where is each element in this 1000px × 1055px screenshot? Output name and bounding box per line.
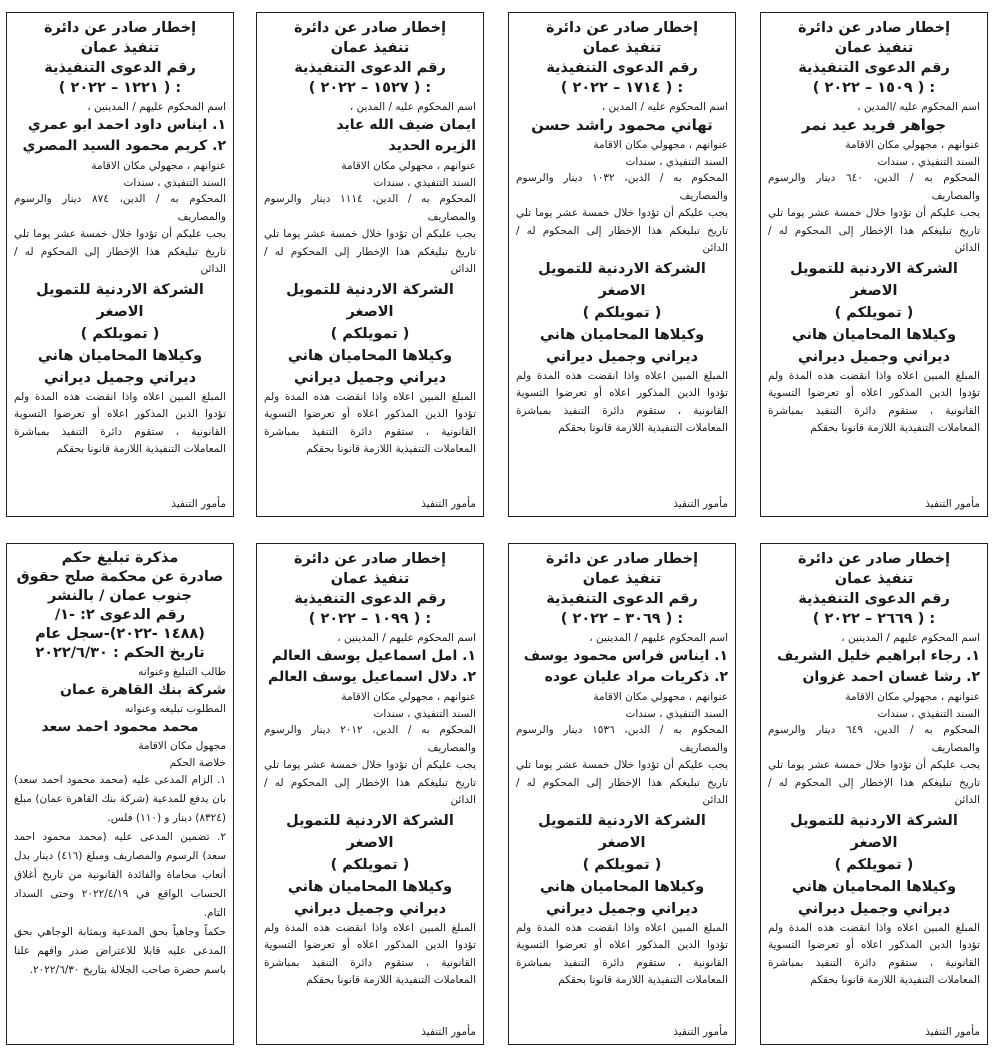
execution-officer: مأمور التنفيذ bbox=[421, 1026, 476, 1038]
creditor-lawyers: وكيلاها المحاميان هاني ديراني وجميل ديراني bbox=[791, 326, 957, 365]
notice-case-number: : ( ١٢٢١ – ٢٠٢٢ ) bbox=[58, 80, 182, 96]
memo-requester-label: طالب التبليغ وعنوانه bbox=[138, 666, 226, 678]
notice-case-number: : ( ١٠٩٩ – ٢٠٢٢ ) bbox=[308, 611, 432, 627]
debtor-name: ٢. كريم محمود السيد المصري bbox=[22, 138, 226, 154]
debtor-name: ٢. دلال اسماعيل يوسف العالم bbox=[267, 669, 476, 685]
execution-officer: مأمور التنفيذ bbox=[421, 498, 476, 510]
executive-deed: السند التنفيذي ، سندات bbox=[373, 708, 476, 720]
creditor-company: الشركة الاردنية للتمويل الاصغر bbox=[790, 260, 958, 299]
creditor-company: الشركة الاردنية للتمويل الاصغر bbox=[538, 260, 706, 299]
creditor-short-name: ( تمويلكم ) bbox=[582, 304, 662, 321]
executive-deed: السند التنفيذي ، سندات bbox=[877, 156, 980, 168]
memo-unknown: مجهول مكان الاقامة bbox=[138, 740, 226, 752]
notice-case-label: رقم الدعوى التنفيذية bbox=[546, 591, 698, 607]
payment-notice: يجب عليكم أن تؤدوا خلال خمسة عشر يوما تلي تاريخ تبليغكم هذا الإخطار إلى المحكوم له / الدائن bbox=[14, 228, 226, 275]
creditor-company: الشركة الاردنية للتمويل الاصغر bbox=[286, 281, 454, 320]
notice-title: إخطار صادر عن دائرة bbox=[293, 551, 447, 567]
creditor-lawyers: وكيلاها المحاميان هاني ديراني وجميل ديراني bbox=[791, 878, 957, 917]
notice-department: تنفيذ عمان bbox=[330, 571, 410, 587]
debtor-address: عنوانهم ، مجهولي مكان الاقامة bbox=[341, 160, 476, 172]
notice-1221 bbox=[6, 12, 234, 517]
debtor-address: عنوانهم ، مجهولي مكان الاقامة bbox=[845, 139, 980, 151]
notice-department: تنفيذ عمان bbox=[834, 40, 914, 56]
executive-deed: السند التنفيذي ، سندات bbox=[123, 177, 226, 189]
judgment-memo bbox=[6, 543, 234, 1045]
debtor-label: اسم المحكوم عليهم / المدينين ، bbox=[589, 632, 728, 644]
notice-case-label: رقم الدعوى التنفيذية bbox=[294, 591, 446, 607]
debtor-address: عنوانهم ، مجهولي مكان الاقامة bbox=[593, 691, 728, 703]
notice-department: تنفيذ عمان bbox=[834, 571, 914, 587]
debtor-name: جواهر فريد عيد نمر bbox=[801, 116, 947, 134]
executive-deed: السند التنفيذي ، سندات bbox=[625, 156, 728, 168]
judgment-amount: المحكوم به / الدين، ١٠٣٢ دينار والرسوم والمصاريف bbox=[516, 172, 729, 202]
closing-text: المبلغ المبين اعلاه واذا انقضت هذه المدة ولم تؤدوا الدين المذكور اعلاه أو تعرضوا التسوية القانونية ، ستقوم دائرة التنفيذ بمباشرة المعاملات التنفيذية اللازمة قانونا بحقكم bbox=[516, 369, 728, 434]
payment-notice: يجب عليكم أن تؤدوا خلال خمسة عشر يوما تلي تاريخ تبليغكم هذا الإخطار إلى المحكوم له / الدائن bbox=[516, 759, 728, 806]
notice-title: إخطار صادر عن دائرة bbox=[545, 551, 699, 567]
executive-deed: السند التنفيذي ، سندات bbox=[625, 708, 728, 720]
payment-notice: يجب عليكم أن تؤدوا خلال خمسة عشر يوما تلي تاريخ تبليغكم هذا الإخطار إلى المحكوم له / الدائن bbox=[264, 759, 476, 806]
notice-department: تنفيذ عمان bbox=[582, 571, 662, 587]
notice-3069 bbox=[508, 543, 736, 1045]
debtor-name: ١. ايناس فراس محمود يوسف bbox=[523, 648, 728, 664]
notice-case-label: رقم الدعوى التنفيذية bbox=[294, 60, 446, 76]
memo-target-label: المطلوب تبليغه وعنوانه bbox=[124, 703, 226, 715]
creditor-lawyers: وكيلاها المحاميان هاني ديراني وجميل ديراني bbox=[37, 347, 203, 386]
debtor-address: عنوانهم ، مجهولي مكان الاقامة bbox=[341, 691, 476, 703]
memo-requester: شركة بنك القاهرة عمان bbox=[60, 682, 226, 698]
notice-department: تنفيذ عمان bbox=[80, 40, 160, 56]
notice-1509 bbox=[760, 12, 988, 517]
closing-text: المبلغ المبين اعلاه واذا انقضت هذه المدة ولم تؤدوا الدين المذكور اعلاه أو تعرضوا التسوية القانونية ، ستقوم دائرة التنفيذ بمباشرة المعاملات التنفيذية اللازمة قانونا بحقكم bbox=[264, 390, 476, 455]
debtor-name: ١. ايناس داود احمد ابو عمري bbox=[27, 117, 226, 133]
creditor-lawyers: وكيلاها المحاميان هاني ديراني وجميل ديراني bbox=[539, 878, 705, 917]
execution-officer: مأمور التنفيذ bbox=[925, 498, 980, 510]
creditor-short-name: ( تمويلكم ) bbox=[330, 325, 410, 342]
memo-location: جنوب عمان / بالنشر bbox=[48, 588, 192, 604]
debtor-name: ٢. ذكريات مراد عليان عوده bbox=[544, 669, 728, 685]
judgment-amount: المحكوم به / الدين، ١٥٣٦ دينار والرسوم والمصاريف bbox=[516, 724, 729, 754]
notice-case-label: رقم الدعوى التنفيذية bbox=[798, 591, 950, 607]
memo-court: صادرة عن محكمة صلح حقوق bbox=[16, 569, 224, 585]
notice-case-label: رقم الدعوى التنفيذية bbox=[44, 60, 196, 76]
notice-case-number: : ( ١٥٢٧ – ٢٠٢٢ ) bbox=[308, 80, 432, 96]
memo-title: مذكرة تبليغ حكم bbox=[61, 550, 179, 566]
notice-case-label: رقم الدعوى التنفيذية bbox=[798, 60, 950, 76]
notice-case-number: : ( ١٥٠٩ – ٢٠٢٢ ) bbox=[812, 80, 936, 96]
closing-text: المبلغ المبين اعلاه واذا انقضت هذه المدة ولم تؤدوا الدين المذكور اعلاه أو تعرضوا التسوية القانونية ، ستقوم دائرة التنفيذ بمباشرة المعاملات التنفيذية اللازمة قانونا بحقكم bbox=[264, 921, 476, 986]
creditor-company: الشركة الاردنية للتمويل الاصغر bbox=[790, 812, 958, 851]
debtor-address: عنوانهم ، مجهولي مكان الاقامة bbox=[845, 691, 980, 703]
creditor-short-name: ( تمويلكم ) bbox=[582, 856, 662, 873]
debtor-label: اسم المحكوم عليه / المدين ، bbox=[601, 101, 728, 113]
notice-2669 bbox=[760, 543, 988, 1045]
debtor-label: اسم المحكوم عليه / المدين ، bbox=[349, 101, 476, 113]
payment-notice: يجب عليكم أن تؤدوا خلال خمسة عشر يوما تلي تاريخ تبليغكم هذا الإخطار إلى المحكوم له / الدائن bbox=[264, 228, 476, 275]
memo-paragraph-1: ١. الزام المدعى عليه (محمد محمود احمد سعد) بان يدفع للمدعية (شركة بنك القاهرة عمان) مبلغ (٨٣٢٤) دينار و (١١٠) فلس. bbox=[14, 774, 226, 824]
memo-judgment-date: تاريخ الحكم : ٢٠٢٢/٦/٣٠ bbox=[35, 645, 205, 661]
debtor-address: عنوانهم ، مجهولي مكان الاقامة bbox=[91, 160, 226, 172]
notice-case-number: : ( ١٧١٤ – ٢٠٢٢ ) bbox=[560, 80, 684, 96]
judgment-amount: المحكوم به / الدين، ٢٠١٢ دينار والرسوم والمصاريف bbox=[264, 724, 477, 754]
debtor-name: ٢. رشا غسان احمد غزوان bbox=[802, 669, 980, 685]
execution-officer: مأمور التنفيذ bbox=[673, 498, 728, 510]
execution-officer: مأمور التنفيذ bbox=[673, 1026, 728, 1038]
memo-paragraph-3: حكماً وجاهياً بحق المدعية وبمثابة الوجاهي بحق المدعى عليه قابلا للاعتراض صدر وافهم علنا باسم حضرة صاحب الجلالة بتاريخ ٢٠٢٢/٦/٣٠. bbox=[14, 926, 226, 976]
creditor-lawyers: وكيلاها المحاميان هاني ديراني وجميل ديراني bbox=[287, 878, 453, 917]
debtor-address: عنوانهم ، مجهولي مكان الاقامة bbox=[593, 139, 728, 151]
notice-title: إخطار صادر عن دائرة bbox=[545, 20, 699, 36]
judgment-amount: المحكوم به / الدين، ٦٤٩ دينار والرسوم والمصاريف bbox=[768, 724, 980, 754]
notice-title: إخطار صادر عن دائرة bbox=[43, 20, 197, 36]
notice-1714 bbox=[508, 12, 736, 517]
creditor-company: الشركة الاردنية للتمويل الاصغر bbox=[538, 812, 706, 851]
debtor-label: اسم المحكوم عليهم / المدينين ، bbox=[337, 632, 476, 644]
executive-deed: السند التنفيذي ، سندات bbox=[877, 708, 980, 720]
debtor-label: اسم المحكوم عليهم / المدينين ، bbox=[87, 101, 226, 113]
creditor-company: الشركة الاردنية للتمويل الاصغر bbox=[36, 281, 204, 320]
debtor-name: ١. رجاء ابراهيم خليل الشريف bbox=[777, 648, 980, 664]
memo-target: محمد محمود احمد سعد bbox=[41, 719, 199, 735]
judgment-amount: المحكوم به / الدين، ٨٧٤ دينار والرسوم والمصاريف bbox=[14, 193, 226, 223]
notice-title: إخطار صادر عن دائرة bbox=[293, 20, 447, 36]
judgment-amount: المحكوم به / الدين، ٦٤٠ دينار والرسوم والمصاريف bbox=[768, 172, 980, 202]
memo-case-record: (١٤٨٨ -٢٠٢٢)-سجل عام bbox=[35, 626, 205, 642]
debtor-name: الزيره الحديد bbox=[388, 138, 476, 154]
debtor-label: اسم المحكوم عليه /المدين ، bbox=[857, 101, 980, 113]
closing-text: المبلغ المبين اعلاه واذا انقضت هذه المدة ولم تؤدوا الدين المذكور اعلاه أو تعرضوا التسوية القانونية ، ستقوم دائرة التنفيذ بمباشرة المعاملات التنفيذية اللازمة قانونا بحقكم bbox=[768, 369, 980, 434]
notice-title: إخطار صادر عن دائرة bbox=[797, 20, 951, 36]
execution-officer: مأمور التنفيذ bbox=[925, 1026, 980, 1038]
notice-1527 bbox=[256, 12, 484, 517]
debtor-name: تهاني محمود راشد حسن bbox=[531, 116, 713, 134]
creditor-short-name: ( تمويلكم ) bbox=[330, 856, 410, 873]
judgment-amount: المحكوم به / الدين، ١١١٤ دينار والرسوم والمصاريف bbox=[264, 193, 477, 223]
notice-case-number: : ( ٣٠٦٩ – ٢٠٢٢ ) bbox=[560, 611, 684, 627]
debtor-label: اسم المحكوم عليهم / المدينين ، bbox=[841, 632, 980, 644]
executive-deed: السند التنفيذي ، سندات bbox=[373, 177, 476, 189]
debtor-name: ١. امل اسماعيل يوسف العالم bbox=[271, 648, 476, 664]
notice-case-label: رقم الدعوى التنفيذية bbox=[546, 60, 698, 76]
closing-text: المبلغ المبين اعلاه واذا انقضت هذه المدة ولم تؤدوا الدين المذكور اعلاه أو تعرضوا التسوية القانونية ، ستقوم دائرة التنفيذ بمباشرة المعاملات التنفيذية اللازمة قانونا بحقكم bbox=[768, 921, 980, 986]
notice-title: إخطار صادر عن دائرة bbox=[797, 551, 951, 567]
notice-1099 bbox=[256, 543, 484, 1045]
memo-summary-label: خلاصة الحكم bbox=[169, 757, 226, 769]
creditor-company: الشركة الاردنية للتمويل الاصغر bbox=[286, 812, 454, 851]
execution-officer: مأمور التنفيذ bbox=[171, 498, 226, 510]
notice-case-number: : ( ٢٦٦٩ – ٢٠٢٢ ) bbox=[812, 611, 936, 627]
closing-text: المبلغ المبين اعلاه واذا انقضت هذه المدة ولم تؤدوا الدين المذكور اعلاه أو تعرضوا التسوية القانونية ، ستقوم دائرة التنفيذ بمباشرة المعاملات التنفيذية اللازمة قانونا بحقكم bbox=[14, 390, 226, 455]
debtor-name: ايمان ضيف الله عايد bbox=[336, 117, 476, 133]
creditor-lawyers: وكيلاها المحاميان هاني ديراني وجميل ديراني bbox=[287, 347, 453, 386]
creditor-short-name: ( تمويلكم ) bbox=[80, 325, 160, 342]
memo-paragraph-2: ٢. تضمين المدعى عليه (محمد محمود احمد سعد) الرسوم والمصاريف ومبلغ (٤١٦) دينار بدل أتعاب محاماة والفائدة القانونية من تاريخ أغلاق الحساب الواقع في ٢٠٢٢/٤/١٩ وحتى السداد التام. bbox=[14, 831, 227, 919]
notice-department: تنفيذ عمان bbox=[582, 40, 662, 56]
payment-notice: يجب عليكم أن تؤدوا خلال خمسة عشر يوما تلي تاريخ تبليغكم هذا الإخطار إلى المحكوم له / الدائن bbox=[768, 759, 980, 806]
creditor-short-name: ( تمويلكم ) bbox=[834, 856, 914, 873]
payment-notice: يجب عليكم أن تؤدوا خلال خمسة عشر يوما تلي تاريخ تبليغكم هذا الإخطار إلى المحكوم له / الدائن bbox=[768, 207, 980, 254]
creditor-lawyers: وكيلاها المحاميان هاني ديراني وجميل ديراني bbox=[539, 326, 705, 365]
closing-text: المبلغ المبين اعلاه واذا انقضت هذه المدة ولم تؤدوا الدين المذكور اعلاه أو تعرضوا التسوية القانونية ، ستقوم دائرة التنفيذ بمباشرة المعاملات التنفيذية اللازمة قانونا بحقكم bbox=[516, 921, 728, 986]
memo-case-number: رقم الدعوى ٢: -١/ bbox=[54, 607, 186, 623]
creditor-short-name: ( تمويلكم ) bbox=[834, 304, 914, 321]
payment-notice: يجب عليكم أن تؤدوا خلال خمسة عشر يوما تلي تاريخ تبليغكم هذا الإخطار إلى المحكوم له / الدائن bbox=[516, 207, 728, 254]
notice-department: تنفيذ عمان bbox=[330, 40, 410, 56]
